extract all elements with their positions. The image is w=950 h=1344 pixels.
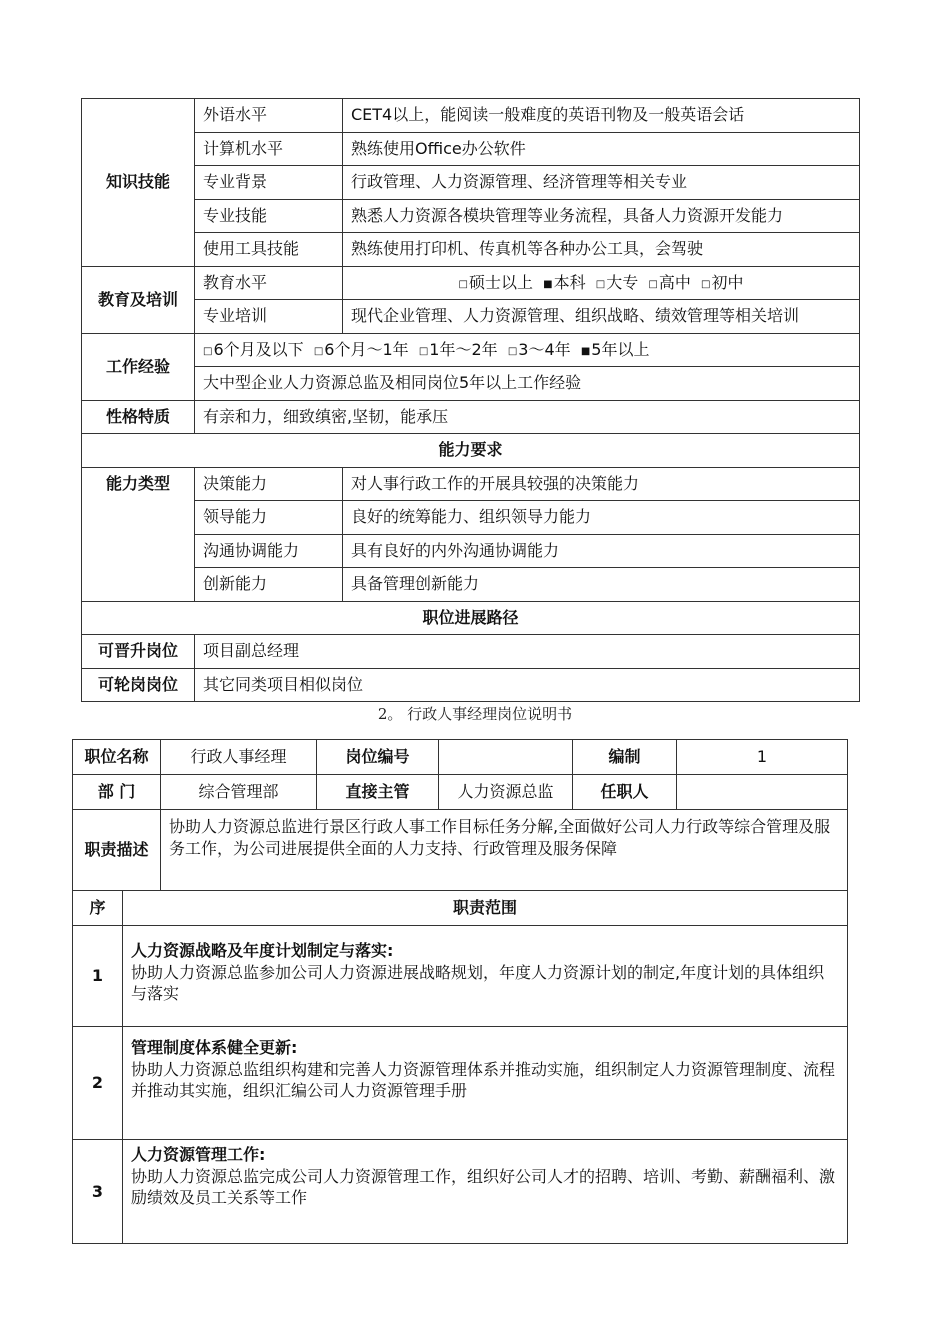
- rotation-label: 可轮岗岗位: [82, 668, 195, 702]
- table-row: [82, 467, 860, 501]
- checkbox: □6个月～1年: [313, 339, 409, 359]
- row-name: 专业技能: [195, 199, 343, 233]
- checkbox: □6个月及以下: [203, 339, 304, 359]
- promotion-value: 项目副总经理: [195, 635, 860, 669]
- duty-item: [123, 1027, 848, 1140]
- table-row: [82, 501, 860, 535]
- row-value: 熟练使用Office办公软件: [343, 132, 860, 166]
- row-name: 领导能力: [195, 501, 343, 535]
- row-name: 专业背景: [195, 166, 343, 200]
- education-level-name: 教育水平: [195, 266, 343, 300]
- checkbox: □高中: [648, 272, 691, 292]
- duty-item: [123, 926, 848, 1027]
- quota-label: 编制: [573, 740, 677, 775]
- position-title-label: 职位名称: [73, 740, 161, 775]
- duty-number: 2: [73, 1027, 123, 1140]
- rotation-value: 其它同类项目相似岗位: [195, 668, 860, 702]
- row-name: 沟通协调能力: [195, 534, 343, 568]
- table-row: [82, 333, 860, 367]
- table-row: [82, 233, 860, 267]
- table-row: [82, 132, 860, 166]
- promotion-label: 可晋升岗位: [82, 635, 195, 669]
- experience-label: 工作经验: [82, 333, 195, 400]
- duty-text: 协助人力资源总监参加公司人力资源进展战略规划，年度人力资源计划的制定,年度计划的具体组织与落实: [131, 962, 825, 1004]
- checkbox: □大专: [595, 272, 639, 292]
- duty-text: 协助人力资源总监完成公司人力资源管理工作，组织好公司人才的招聘、培训、考勤、薪酬福利、激励绩效及员工关系等工作: [131, 1166, 836, 1208]
- checkbox: □3～4年: [507, 339, 571, 359]
- sequence-header: 序: [73, 891, 123, 926]
- position-title-value: 行政人事经理: [161, 740, 317, 775]
- experience-options: [195, 333, 860, 367]
- path-header: 职位进展路径: [82, 601, 860, 635]
- table-row: [82, 199, 860, 233]
- table-row: [73, 740, 848, 775]
- duty-number: 3: [73, 1140, 123, 1244]
- row-value: 良好的统筹能力、组织领导力能力: [343, 501, 860, 535]
- holder-label: 任职人: [573, 775, 677, 810]
- table-row: [73, 775, 848, 810]
- scope-header: 职责范围: [123, 891, 848, 926]
- qualification-table: [81, 98, 860, 702]
- row-value: 行政管理、人力资源管理、经济管理等相关专业: [343, 166, 860, 200]
- table-row: [82, 534, 860, 568]
- department-value: 综合管理部: [161, 775, 317, 810]
- supervisor-value: 人力资源总监: [439, 775, 573, 810]
- row-value: 具备管理创新能力: [343, 568, 860, 602]
- education-label: 教育及培训: [82, 266, 195, 333]
- row-name: 决策能力: [195, 467, 343, 501]
- checkbox: □初中: [701, 272, 744, 292]
- table-row: [82, 434, 860, 468]
- training-value: 现代企业管理、人力资源管理、组织战略、绩效管理等相关培训: [343, 300, 860, 334]
- table-row: [73, 891, 848, 926]
- duty-title: 管理制度体系健全更新:: [131, 1038, 298, 1057]
- holder-value: [677, 775, 848, 810]
- personality-value: 有亲和力，细致缜密,坚韧，能承压: [195, 400, 860, 434]
- checkbox: □1年～2年: [418, 339, 498, 359]
- row-value: 对人事行政工作的开展具较强的决策能力: [343, 467, 860, 501]
- duty-title: 人力资源管理工作:: [131, 1145, 266, 1164]
- position-code-value: [439, 740, 573, 775]
- supervisor-label: 直接主管: [317, 775, 439, 810]
- row-value: 熟悉人力资源各模块管理等业务流程，具备人力资源开发能力: [343, 199, 860, 233]
- position-code-label: 岗位编号: [317, 740, 439, 775]
- row-name: 外语水平: [195, 99, 343, 133]
- personality-label: 性格特质: [82, 400, 195, 434]
- ability-label: 能力类型: [82, 467, 195, 601]
- table-row: [82, 668, 860, 702]
- checkbox: ■本科: [543, 272, 586, 292]
- job-description-table: [72, 739, 848, 1244]
- duty-text: 协助人力资源总监组织构建和完善人力资源管理体系并推动实施，组织制定人力资源管理制度、流程并推动其实施，组织汇编公司人力资源管理手册: [131, 1059, 836, 1101]
- description-value: 协助人力资源总监进行景区行政人事工作目标任务分解,全面做好公司人力行政等综合管理及服务工作，为公司进展提供全面的人力支持、行政管理及服务保障: [161, 810, 848, 891]
- table-row: [73, 926, 848, 1027]
- experience-detail: 大中型企业人力资源总监及相同岗位5年以上工作经验: [195, 367, 860, 401]
- row-name: 使用工具技能: [195, 233, 343, 267]
- table-row: [73, 1027, 848, 1140]
- training-name: 专业培训: [195, 300, 343, 334]
- table-row: [82, 266, 860, 300]
- department-label: 部 门: [73, 775, 161, 810]
- table-row: [82, 166, 860, 200]
- row-name: 计算机水平: [195, 132, 343, 166]
- checkbox: ■5年以上: [580, 339, 650, 359]
- table-row: [73, 1140, 848, 1244]
- row-name: 创新能力: [195, 568, 343, 602]
- knowledge-label: 知识技能: [82, 99, 195, 267]
- table-row: [82, 400, 860, 434]
- education-level-options: [343, 266, 860, 300]
- row-value: 具有良好的内外沟通协调能力: [343, 534, 860, 568]
- row-value: CET4以上，能阅读一般难度的英语刊物及一般英语会话: [343, 99, 860, 133]
- duty-item: [123, 1140, 848, 1244]
- duty-title: 人力资源战略及年度计划制定与落实:: [131, 941, 394, 960]
- table-row: [73, 810, 848, 891]
- table-row: [82, 367, 860, 401]
- table-row: [82, 300, 860, 334]
- section-caption: 2。 行政人事经理岗位说明书: [377, 705, 573, 723]
- table-row: [82, 601, 860, 635]
- checkbox: □硕士以上: [458, 272, 533, 292]
- description-label: 职责描述: [73, 810, 161, 891]
- table-row: [82, 635, 860, 669]
- quota-value: 1: [677, 740, 848, 775]
- duty-number: 1: [73, 926, 123, 1027]
- table-row: [82, 568, 860, 602]
- ability-header: 能力要求: [82, 434, 860, 468]
- row-value: 熟练使用打印机、传真机等各种办公工具，会驾驶: [343, 233, 860, 267]
- table-row: [82, 99, 860, 133]
